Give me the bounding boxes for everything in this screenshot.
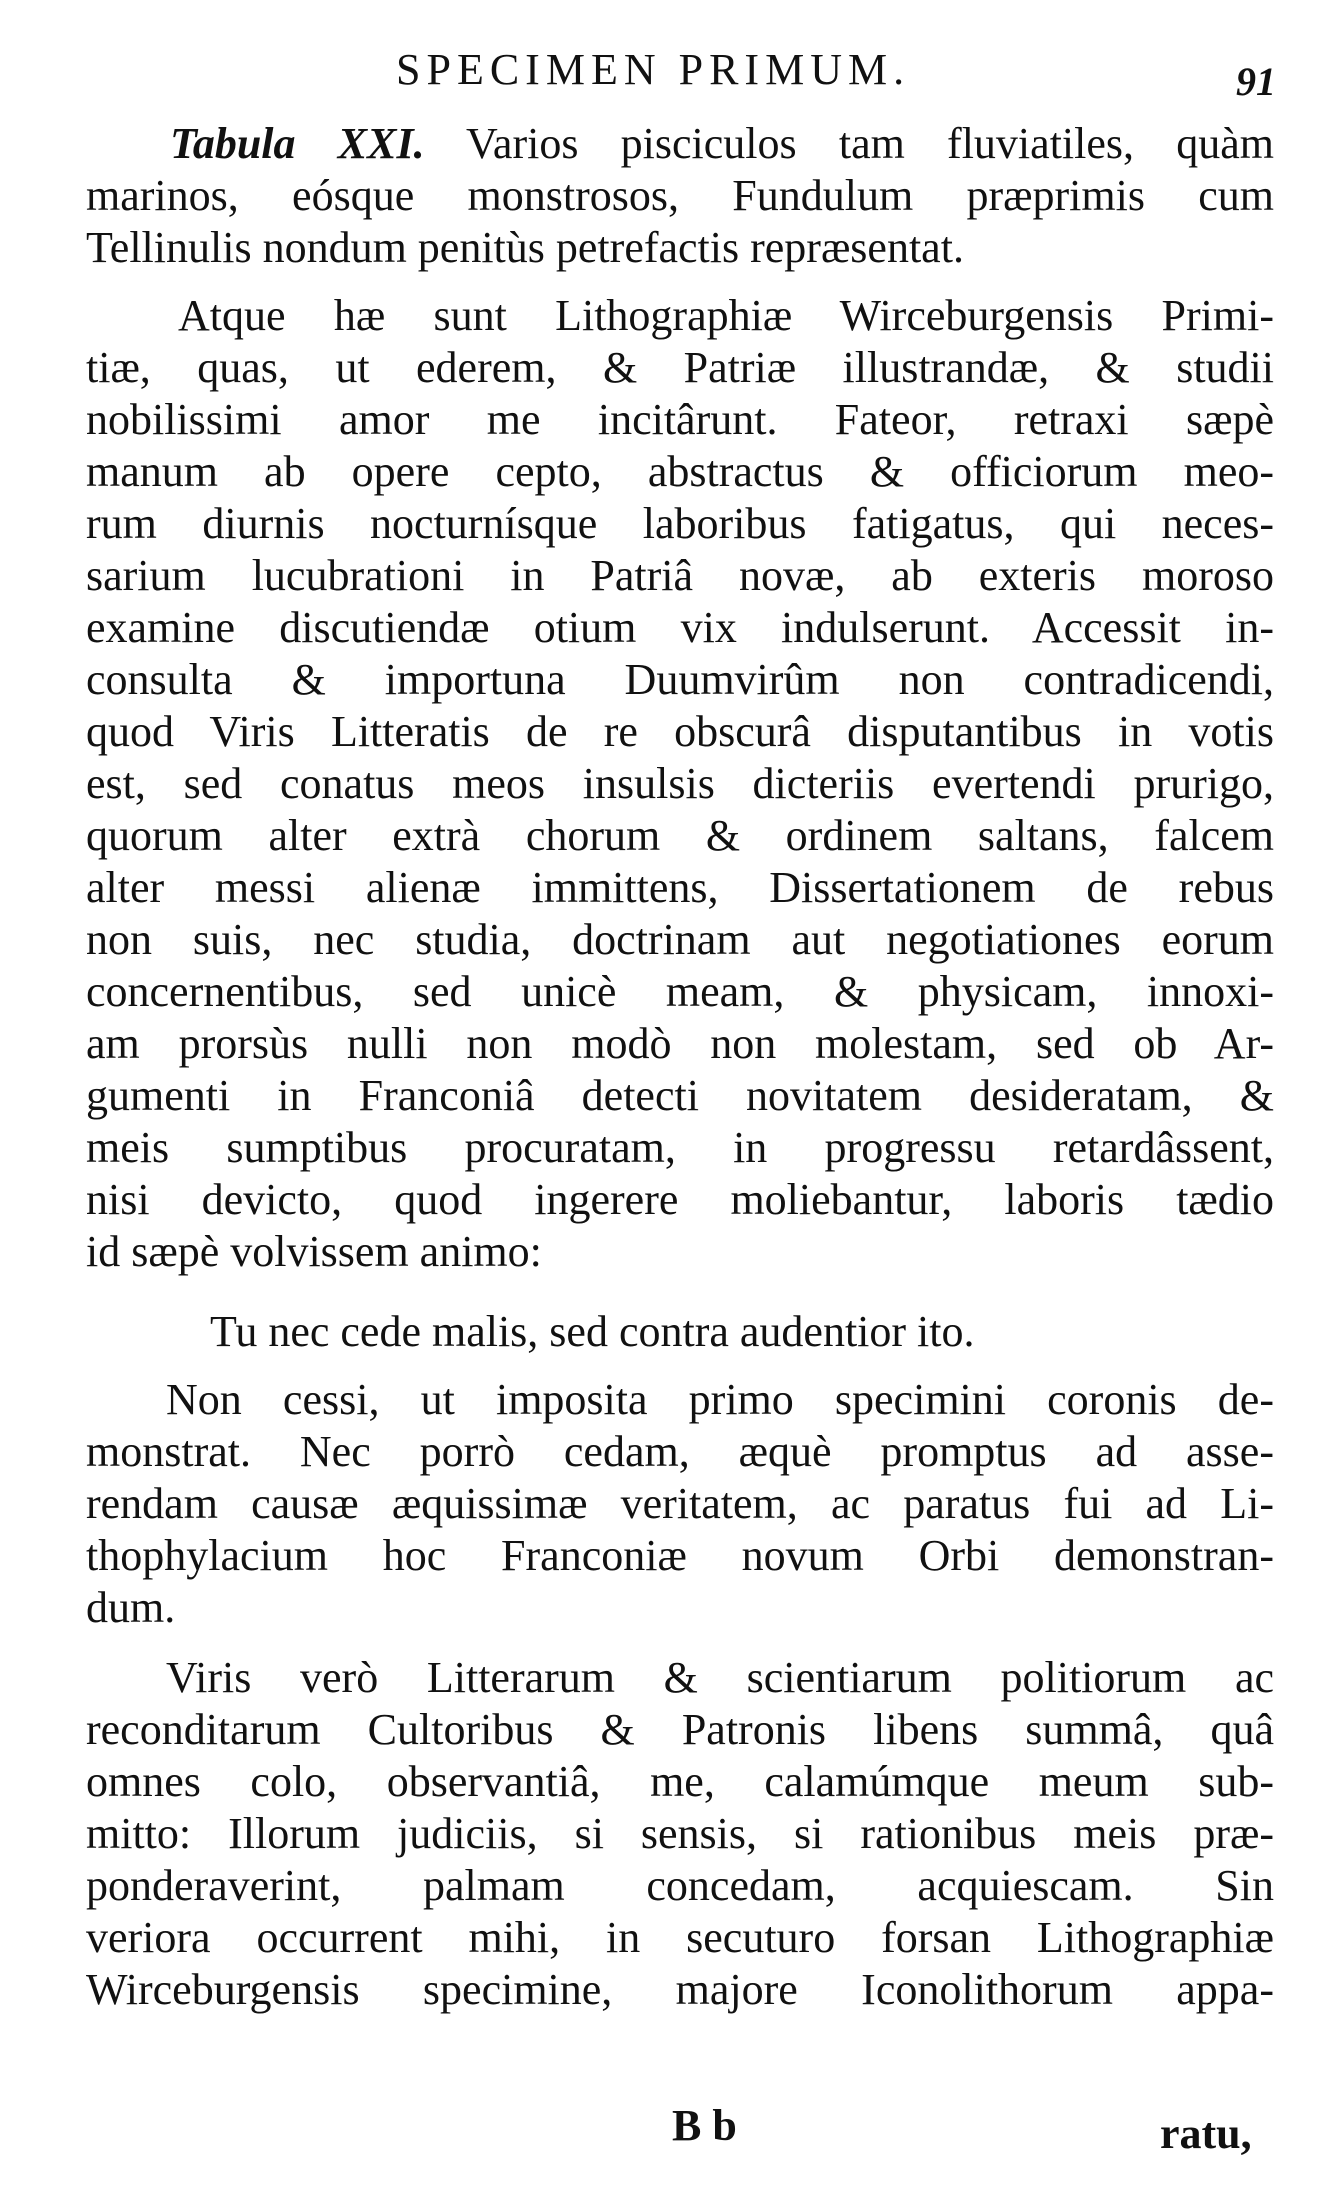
paragraph4-line: veriora occurrent mihi, in secuturo forsan Lithographiæ (86, 1913, 1274, 1962)
paragraph2-line: alter messi alienæ immittens, Dissertationem de rebus (86, 863, 1274, 912)
page-number: 91 (1236, 59, 1276, 104)
paragraph1-line1-text: Varios pisciculos tam fluviatiles, quàm (466, 119, 1274, 168)
paragraph2-line: rum diurnis nocturnísque laboribus fatigatus, qui neces- (86, 499, 1274, 548)
catchword: ratu, (1160, 2109, 1252, 2158)
paragraph2-line: manum ab opere cepto, abstractus & officiorum meo- (86, 447, 1274, 496)
paragraph2-line: nobilissimi amor me incitârunt. Fateor, retraxi sæpè (86, 395, 1274, 444)
verse-quotation: Tu nec cede malis, sed contra audentior ito. (210, 1307, 975, 1356)
paragraph2-line: est, sed conatus meos insulsis dicteriis evertendi prurigo, (86, 759, 1274, 808)
paragraph2-line: concernentibus, sed unicè meam, & physicam, innoxi- (86, 967, 1274, 1016)
paragraph2-line: am prorsùs nulli non modò non molestam, sed ob Ar- (86, 1019, 1274, 1068)
paragraph3-line: monstrat. Nec porrò cedam, æquè promptus ad asse- (86, 1427, 1274, 1476)
paragraph2-line: Atque hæ sunt Lithographiæ Wirceburgensis Primi- (178, 291, 1274, 340)
paragraph2-line: nisi devicto, quod ingerere moliebantur, laboris tædio (86, 1175, 1274, 1224)
paragraph2-line: quorum alter extrà chorum & ordinem saltans, falcem (86, 811, 1274, 860)
paragraph2-line: gumenti in Franconiâ detecti novitatem desideratam, & (86, 1071, 1274, 1120)
page-header (0, 44, 1328, 104)
paragraph4-line: ponderaverint, palmam concedam, acquiescam. Sin (86, 1861, 1274, 1910)
paragraph2-line: id sæpè volvissem animo: (86, 1227, 542, 1276)
paragraph4-line: Viris verò Litterarum & scientiarum politiorum ac (166, 1653, 1274, 1702)
paragraph1-line2: marinos, eósque monstrosos, Fundulum præprimis cum (86, 171, 1274, 220)
paragraph1-line1 (170, 118, 1274, 170)
paragraph2-line: consulta & importuna Duumvirûm non contradicendi, (86, 655, 1274, 704)
paragraph2-line: examine discutiendæ otium vix indulserunt. Accessit in- (86, 603, 1274, 652)
paragraph3-line: Non cessi, ut imposita primo specimini coronis de- (166, 1375, 1274, 1424)
running-title: SPECIMEN PRIMUM. (396, 45, 911, 94)
paragraph2-line: tiæ, quas, ut ederem, & Patriæ illustrandæ, & studii (86, 343, 1274, 392)
paragraph4-line: omnes colo, observantiâ, me, calamúmque meum sub- (86, 1757, 1274, 1806)
paragraph2-line: quod Viris Litteratis de re obscurâ disputantibus in votis (86, 707, 1274, 756)
paragraph2-line: non suis, nec studia, doctrinam aut negotiationes eorum (86, 915, 1274, 964)
paragraph3-line: dum. (86, 1583, 176, 1632)
paragraph2-line: sarium lucubrationi in Patriâ novæ, ab exteris moroso (86, 551, 1274, 600)
paragraph4-line: Wirceburgensis specimine, majore Iconolithorum appa- (86, 1965, 1274, 2014)
paragraph2-line: meis sumptibus procuratam, in progressu retardâssent, (86, 1123, 1274, 1172)
paragraph3-line: rendam causæ æquissimæ veritatem, ac paratus fui ad Li- (86, 1479, 1274, 1528)
signature-mark: B b (672, 2101, 737, 2150)
paragraph4-line: mitto: Illorum judiciis, si sensis, si rationibus meis præ- (86, 1809, 1274, 1858)
paragraph1-line3: Tellinulis nondum penitùs petrefactis repræsentat. (86, 223, 964, 272)
plate-label: Tabula XXI. (170, 119, 425, 168)
paragraph4-line: reconditarum Cultoribus & Patronis libens summâ, quâ (86, 1705, 1274, 1754)
paragraph3-line: thophylacium hoc Franconiæ novum Orbi demonstran- (86, 1531, 1274, 1580)
